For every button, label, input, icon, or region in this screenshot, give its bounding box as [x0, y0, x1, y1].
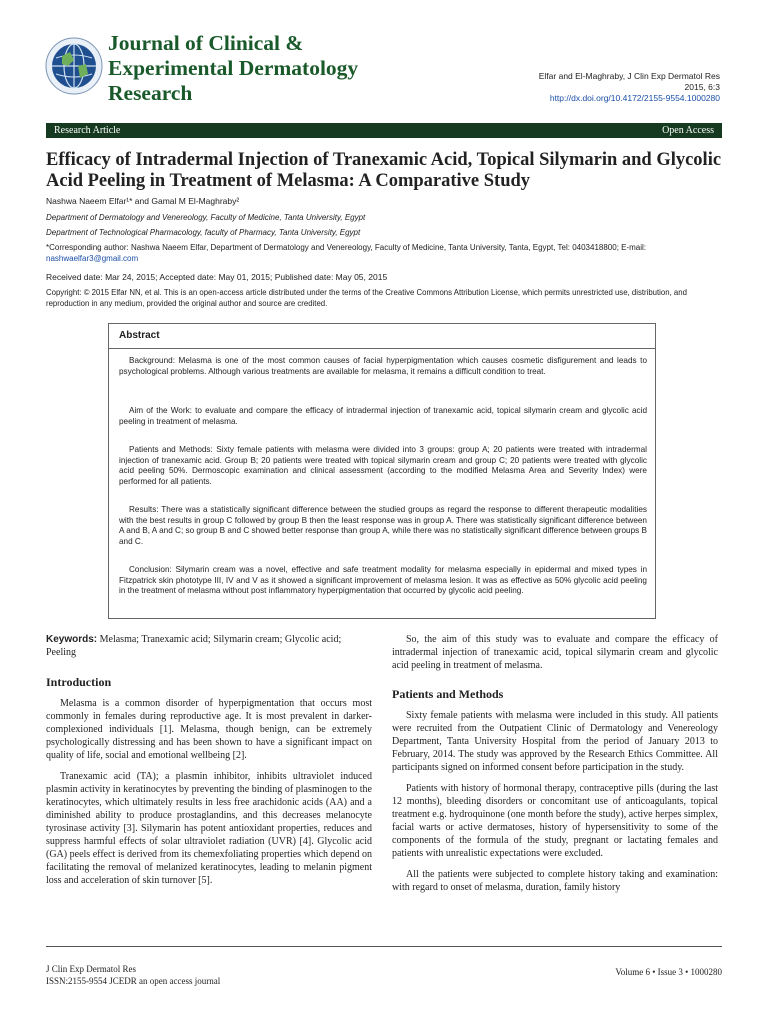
- corresponding-author: [46, 243, 722, 264]
- corresponding-author-text: *Corresponding author: Nashwa Naeem Elfar, Department of Dermatology and Venereology, Faculty of Medicine, Tanta University, Tanta, Egypt, Tel: 0403418800; E-mail:: [46, 243, 647, 252]
- affiliation-1: Department of Dermatology and Venereology, Faculty of Medicine, Tanta University, Egypt: [46, 213, 366, 222]
- citation-block: [420, 71, 720, 104]
- footer-divider: [46, 946, 722, 947]
- article-type-bar: [46, 123, 722, 138]
- doi-link[interactable]: http://dx.doi.org/10.4172/2155-9554.1000280: [549, 93, 720, 103]
- copyright-notice: Copyright: © 2015 Elfar NN, et al. This is an open-access article distributed under the terms of the Creative Commons Attribution License, which permits unrestricted use, distribution, and reproduction in any medium, provided the original author and source are credited.: [46, 288, 687, 308]
- footer-journal-name: J Clin Exp Dermatol Res: [46, 964, 136, 974]
- footer-journal-info: [46, 963, 220, 987]
- journal-title: [108, 31, 408, 106]
- journal-title-line: Journal of Clinical &: [108, 31, 304, 55]
- introduction-paragraph: Melasma is a common disorder of hyperpigmentation that occurs most commonly in females during reproductive age. It is most prevalent in darker-complexioned individuals [1]. Melasma, though benign, can be extremely psychologically distressing and has been shown to have a significant impact on quality of life, social and emotional wellbeing [2].: [46, 698, 372, 761]
- abstract-aim: Aim of the Work: to evaluate and compare the efficacy of intradermal injection of tranexamic acid, topical silymarin cream and glycolic acid peeling in treatment of melasma.: [119, 406, 647, 426]
- introduction-paragraph: Tranexamic acid (TA); a plasmin inhibitor, inhibits ultraviolet induced plasmin activity in keratinocytes by preventing the binding of plasminogen to the keratinocytes, which ultimately results in less free arachidonic acids (AA) and a diminished ability to produce prostaglandins, and this decreases melanocyte tyrosinase activity [3]. Silymarin has potent antioxidant properties, reduces and suppress harmful effects of solar ultraviolet radiation (UVR) [4]. Glycolic acid (GA) peels effect is derived from its chemexfoliating properties which depend on facilitating the removal of melanized keratinocytes, leading to melanin pigment loss and acceleration of skin turnover [5].: [46, 771, 372, 886]
- footer-volume-issue: Volume 6 • Issue 3 • 1000280: [615, 967, 722, 977]
- journal-title-line: Experimental Dermatology: [108, 56, 359, 80]
- citation-volume: 2015, 6:3: [684, 82, 720, 92]
- patients-methods-paragraph: Patients with history of hormonal therapy, contraceptive pills (during the last 12 months), bleeding disorders or concomitant use of anticoagulants, topical treatment e.g. hydroquinone (one month before the study), active herpes simplex, facial warts or active dermatoses, history of hypersensitivity to some of the components of the formula of the study, pregnant or lactating females and patients with unrealistic expectations were excluded.: [392, 783, 718, 859]
- article-dates: Received date: Mar 24, 2015; Accepted date: May 01, 2015; Published date: May 05, 2015: [46, 272, 388, 282]
- introduction-body: [46, 697, 372, 895]
- keywords-text: Melasma; Tranexamic acid; Silymarin cream; Glycolic acid; Peeling: [46, 634, 342, 658]
- abstract-background: Background: Melasma is one of the most common causes of facial hyperpigmentation which causes cosmetic disfigurement and leads to psychological problems. Although various treatments are available for melasma, it remains a difficult condition to treat.: [119, 356, 647, 376]
- abstract-box: [108, 323, 656, 619]
- abstract-heading: Abstract: [119, 330, 160, 341]
- aim-paragraph: [392, 633, 718, 680]
- open-access-label: Open Access: [662, 125, 714, 136]
- introduction-heading: Introduction: [46, 675, 112, 689]
- patients-methods-paragraph: Sixty female patients with melasma were included in this study. All patients were recruited from the Outpatient Clinic of Dermatology and Venereology Department, Tanta University Hospital from the period of January 2013 to February, 2014. The study was approved by the Research Ethics Committee. All participants signed on informed consent before participation in the study.: [392, 710, 718, 773]
- abstract-divider: [109, 348, 655, 349]
- omics-globe-logo-icon: [44, 36, 104, 96]
- footer-issn: ISSN:2155-9554 JCEDR an open access journal: [46, 976, 221, 986]
- author-list: Nashwa Naeem Elfar¹* and Gamal M El-Maghraby²: [46, 196, 240, 206]
- aim-text: So, the aim of this study was to evaluate and compare the efficacy of intradermal injection of tranexamic acid, topical silymarin cream and glycolic acid peeling in treatment of melasma.: [392, 634, 718, 671]
- patients-methods-heading: Patients and Methods: [392, 687, 504, 701]
- affiliation-2: Department of Technological Pharmacology, faculty of Pharmacy, Tanta University, Egypt: [46, 228, 361, 237]
- abstract-methods: Patients and Methods: Sixty female patients with melasma were divided into 3 groups: group A; 20 patients were treated with intradermal injection of tranexamic acid. Group B; 20 patients were treated with topical silymarin cream and group C; 20 patients were treated with glycolic acid peeling 50%. Dermoscopic examination and clinical assessment (according to the modified Melasma Area and Severity Index) were performed for all patients.: [119, 445, 647, 487]
- abstract-conclusion: Conclusion: Silymarin cream was a novel, effective and safe treatment modality for melasma especially in epidermal and mixed types in Fitzpatrick skin phototype III, IV and V as it showed a significant improvement of melasma lesion. It was as effective as 50% glycolic acid peeling in the treatment of melasma without post inflammatory hyperpigmentation that occurred by glycolic acid peeling.: [119, 565, 647, 596]
- patients-methods-paragraph: All the patients were subjected to complete history taking and examination: with regard to onset of melasma, duration, family history: [392, 869, 718, 893]
- abstract-results: Results: There was a statistically significant difference between the studied groups as regard the response to different therapeutic modalities with the best results in group C followed by group B then the least response was in group A. There was statistically significant difference between A and B, A and C; so group B and C showed better response than group A, while there was no statistically significant difference between groups B and C.: [119, 505, 647, 547]
- email-link[interactable]: nashwaelfar3@gmail.com: [46, 253, 139, 263]
- journal-logo: [44, 36, 104, 96]
- keywords-label: Keywords:: [46, 634, 98, 645]
- article-type-label: Research Article: [54, 125, 121, 136]
- article-title: Efficacy of Intradermal Injection of Tranexamic Acid, Topical Silymarin and Glycolic Acid Peeling in Treatment of Melasma: A Comparative Study: [46, 150, 722, 191]
- journal-title-line: Research: [108, 81, 193, 105]
- keywords: [46, 633, 372, 659]
- citation-authors: Elfar and El-Maghraby, J Clin Exp Dermatol Res: [538, 71, 720, 81]
- patients-methods-body: [392, 709, 718, 902]
